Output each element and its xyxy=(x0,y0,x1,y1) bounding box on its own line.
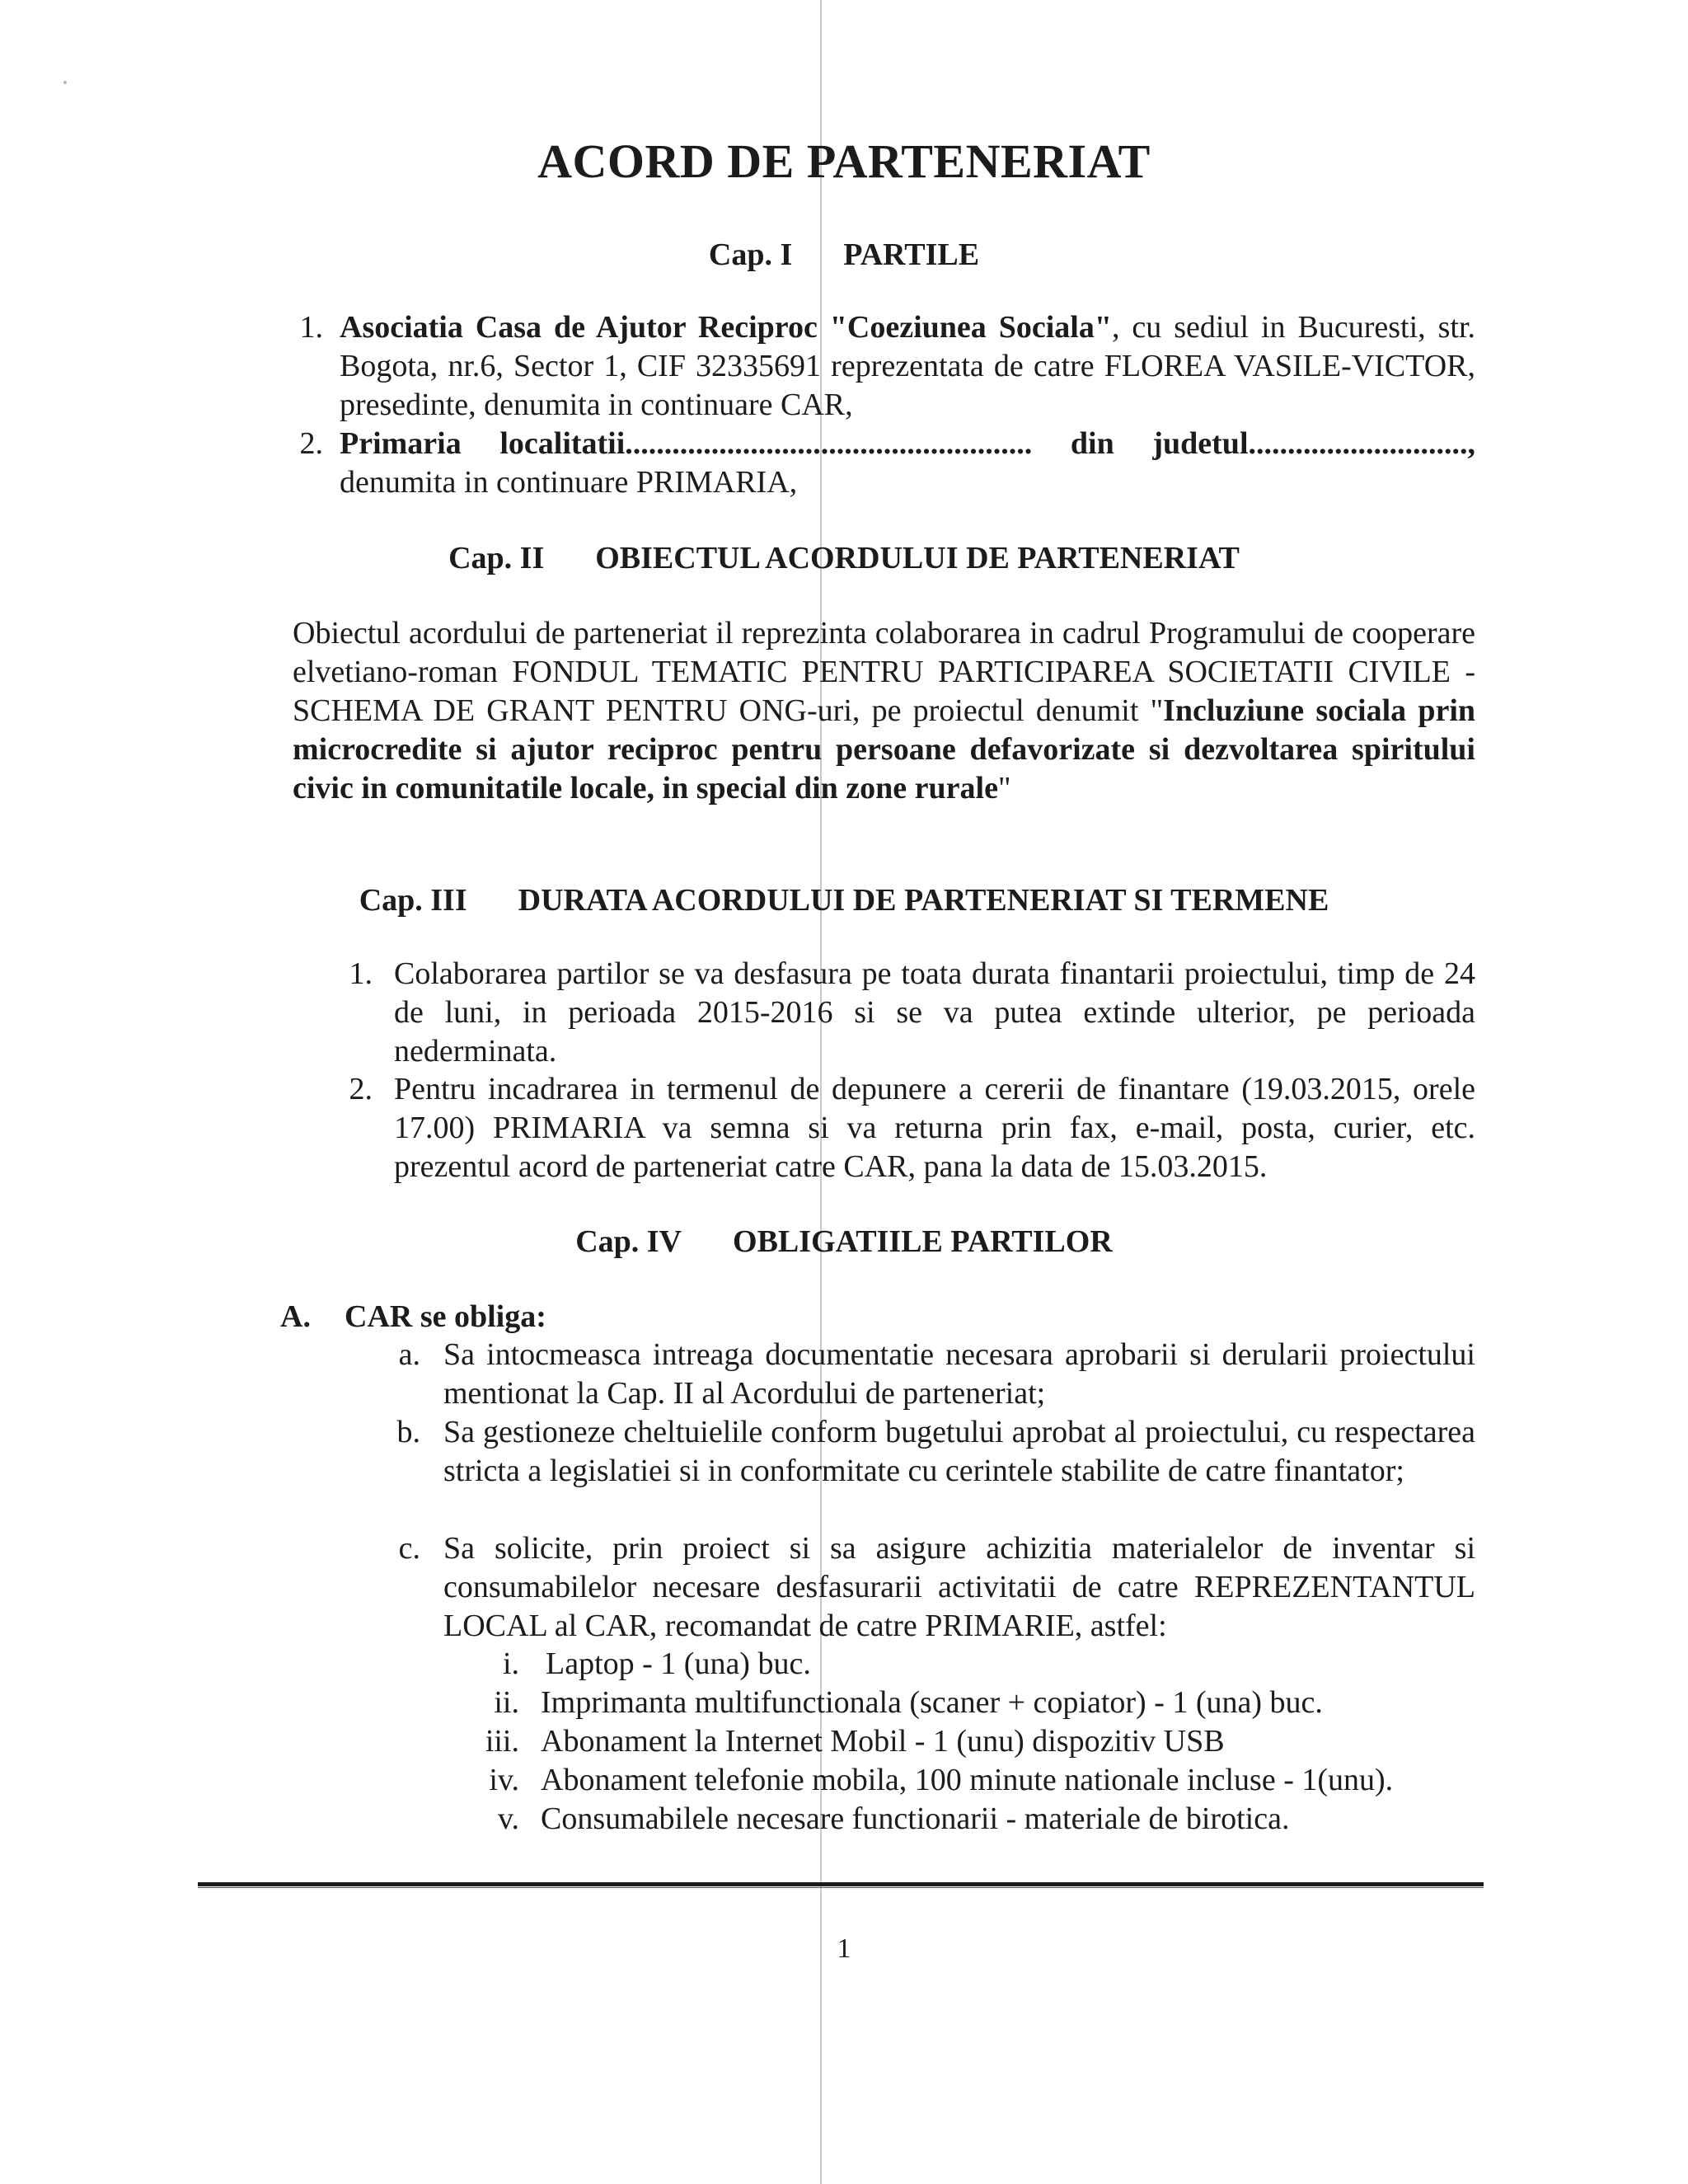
cap3-number: Cap. III xyxy=(359,883,467,918)
cap4-title: OBLIGATIILE PARTILOR xyxy=(733,1224,1113,1259)
cap3-heading xyxy=(0,882,1688,918)
subitem-number: iii. xyxy=(485,1724,519,1759)
cap1-title: PARTILE xyxy=(843,237,980,272)
page-number: 1 xyxy=(837,1933,851,1964)
party1-name: Asociatia Casa de Ajutor Reciproc "Coeziunea Sociala" xyxy=(340,310,1112,345)
subitem-number: ii. xyxy=(494,1685,519,1720)
item-c-text: Sa solicite, prin proiect si sa asigure achizitia materialelor de inventar si consumabilelor necesare desfasurarii activitatii de catre REPREZENTANTUL LOCAL al CAR, recomandat de catre PRIMARIE, astfel: xyxy=(443,1531,1475,1643)
cap3-item1-text: Colaborarea partilor se va desfasura pe toata durata finantarii proiectului, timp de 24 de luni, in perioada 2015-2016 si se va putea extinde ulterior, pe perioada nederminata. xyxy=(394,956,1475,1069)
section-a-title: CAR se obliga: xyxy=(345,1299,546,1334)
item-b-letter: b. xyxy=(396,1415,420,1449)
cap1-heading xyxy=(0,237,1688,273)
cap3-item2-number: 2. xyxy=(349,1072,373,1106)
cap4-number: Cap. IV xyxy=(575,1224,682,1259)
cap2-text-start: Obiectul acordului de parteneriat il reprezinta colaborarea in cadrul Programului de cooperare elvetiano-roman FONDUL TEMATIC PENTRU PARTICIPAREA SOCIETATII CIVILE - SCHEMA DE GRANT PENTRU ONG-uri, pe proiectul denumit " xyxy=(293,616,1475,728)
item-a-letter: a. xyxy=(398,1337,420,1372)
cap1-number: Cap. I xyxy=(708,237,793,272)
cap2-title: OBIECTUL ACORDULUI DE PARTENERIAT xyxy=(595,541,1240,575)
cap2-heading xyxy=(0,540,1688,576)
cap1-item1-number: 1. xyxy=(299,310,323,345)
subitem-number: v. xyxy=(497,1801,519,1836)
subitem-text: Consumabilele necesare functionarii - materiale de birotica. xyxy=(541,1801,1290,1836)
subitem-text: Laptop - 1 (una) buc. xyxy=(546,1646,811,1681)
footer-rule-thin xyxy=(198,1887,1484,1888)
cap1-item1-text xyxy=(340,308,1475,425)
subitem-text: Imprimanta multifunctionala (scaner + copiator) - 1 (una) buc. xyxy=(541,1685,1323,1720)
subitem-text: Abonament telefonie mobila, 100 minute nationale incluse - 1(unu). xyxy=(541,1763,1394,1797)
subitem-number: iv. xyxy=(489,1763,519,1797)
scan-speck xyxy=(63,81,67,84)
item-b-text: Sa gestioneze cheltuielile conform bugetului aprobat al proiectului, cu respectarea stricta a legislatiei si in conformitate cu cerintele stabilite de catre finantator; xyxy=(443,1415,1475,1488)
subitem-number: i. xyxy=(502,1646,519,1681)
party2-name: Primaria localitatii.................................................... din judetul............................, xyxy=(340,426,1475,461)
item-c-letter: c. xyxy=(398,1531,420,1566)
cap3-title: DURATA ACORDULUI DE PARTENERIAT SI TERMENE xyxy=(518,883,1329,918)
cap3-item1-number: 1. xyxy=(349,956,373,991)
cap4-heading xyxy=(0,1224,1688,1260)
party2-details: denumita in continuare PRIMARIA, xyxy=(340,465,798,500)
cap3-item2-text: Pentru incadrarea in termenul de depunere a cererii de finantare (19.03.2015, orele 17.00) PRIMARIA va semna si va returna prin fax, e-mail, posta, curier, etc. prezentul acord de parteneriat catre CAR, pana la data de 15.03.2015. xyxy=(394,1072,1475,1184)
subitem-text: Abonament la Internet Mobil - 1 (unu) dispozitiv USB xyxy=(541,1724,1225,1759)
document-title: ACORD DE PARTENERIAT xyxy=(537,134,1151,188)
cap2-paragraph xyxy=(293,614,1475,808)
cap2-text-end: " xyxy=(997,771,1011,805)
footer-rule xyxy=(198,1882,1484,1886)
project-name: Incluziune sociala prin microcredite si ajutor reciproc pentru persoane defavorizate si dezvoltarea spiritului civic in comunitatile locale, in special din zone rurale xyxy=(293,693,1476,805)
party1-details: , cu sediul in Bucuresti, str. Bogota, nr.6, Sector 1, CIF 32335691 reprezentata de catre FLOREA VASILE-VICTOR, presedinte, denumita in continuare CAR, xyxy=(340,310,1476,422)
item-a-text: Sa intocmeasca intreaga documentatie necesara aprobarii si derularii proiectului mentionat la Cap. II al Acordului de parteneriat; xyxy=(443,1337,1475,1411)
cap1-item2-number: 2. xyxy=(299,426,323,461)
cap2-number: Cap. II xyxy=(448,541,545,575)
cap1-item2-text xyxy=(340,425,1475,502)
section-a-letter: A. xyxy=(280,1299,311,1334)
